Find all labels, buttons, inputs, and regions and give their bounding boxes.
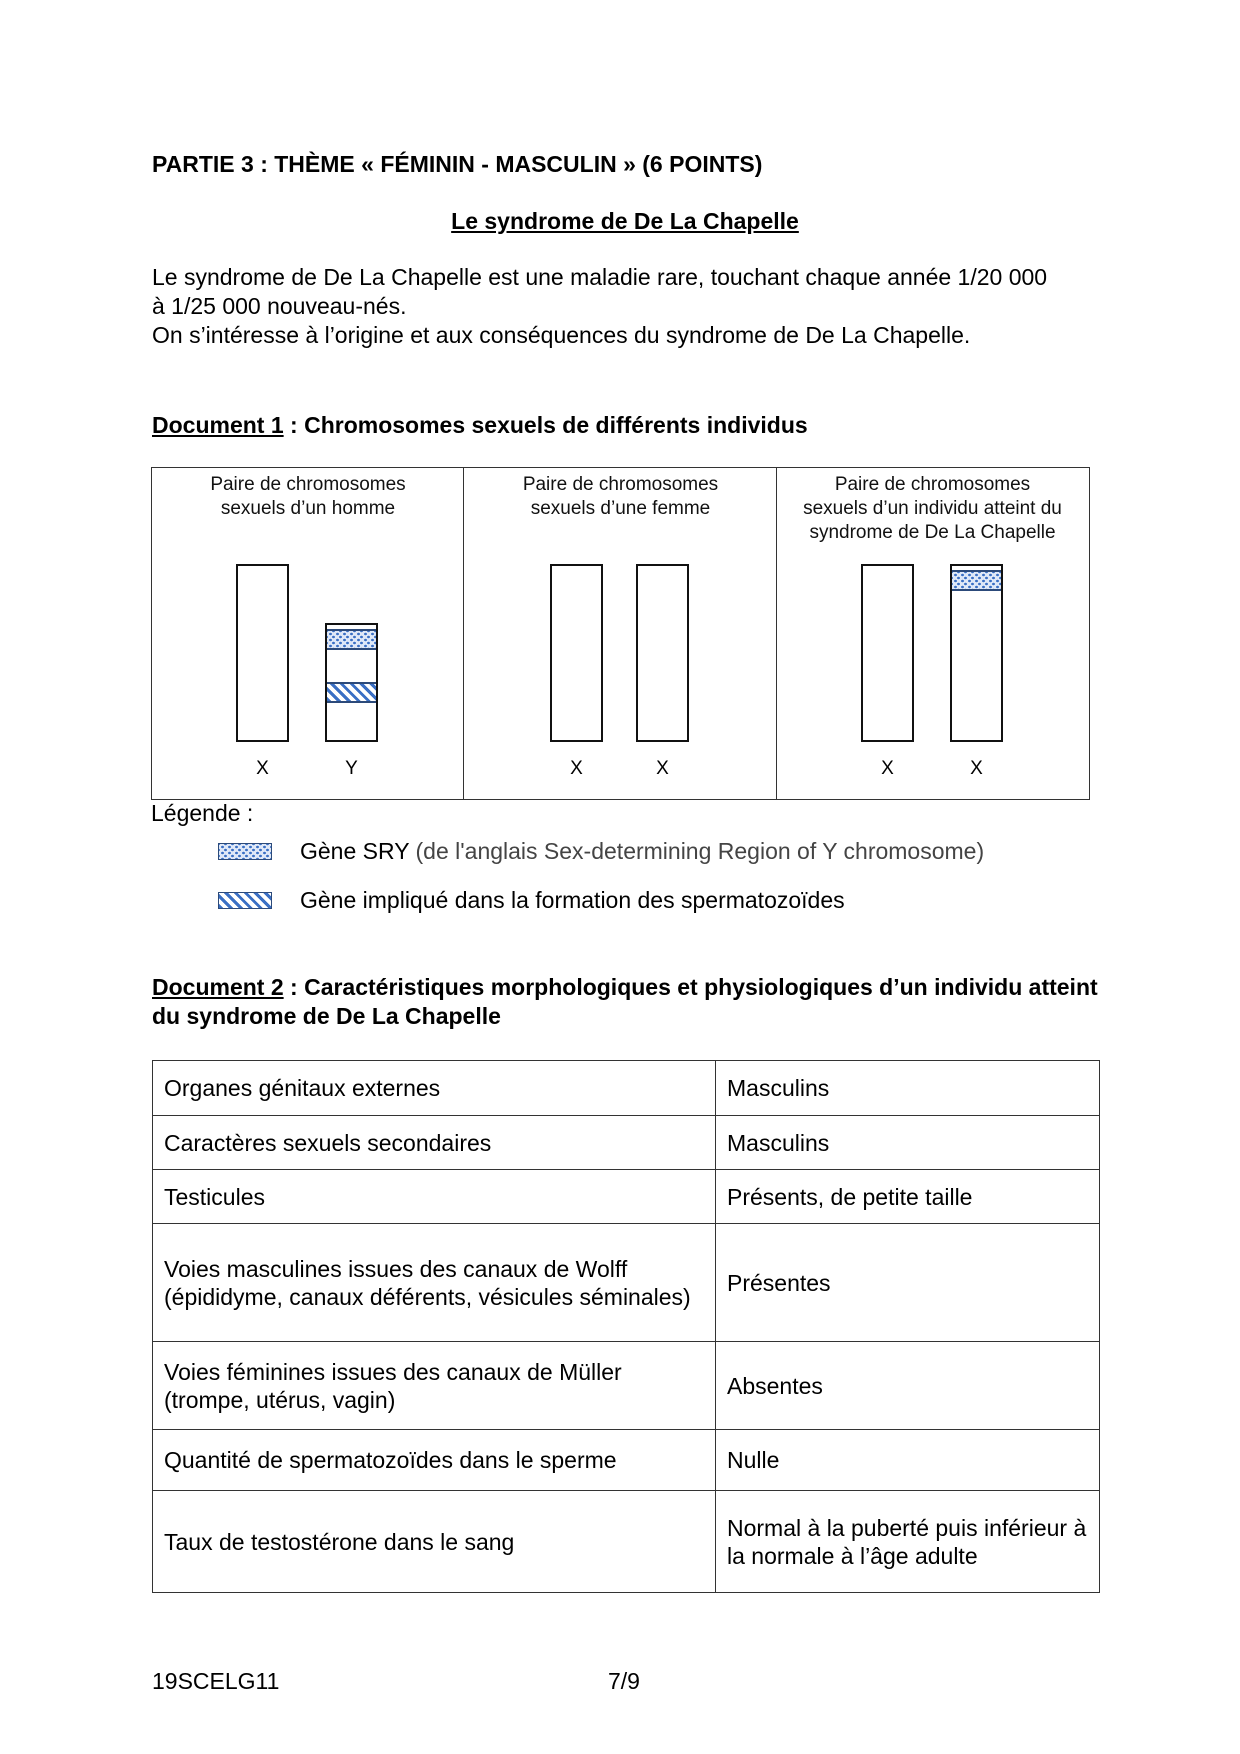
value-cell: Nulle: [716, 1430, 1100, 1491]
document-2-heading: [152, 973, 1112, 1031]
intro-paragraph: [152, 263, 1132, 350]
legend-gene-name: Gène SRY: [300, 837, 410, 864]
caption-line: syndrome de De La Chapelle: [809, 522, 1056, 543]
panel-man: [152, 468, 464, 799]
table-row: [153, 1491, 1100, 1593]
panel-de-la-chapelle: [776, 468, 1088, 799]
feature-cell: Voies masculines issues des canaux de Wolff (épididyme, canaux déférents, vésicules séminales): [153, 1224, 716, 1342]
value-cell: Absentes: [716, 1342, 1100, 1430]
table-row: [153, 1170, 1100, 1224]
characteristics-table: [152, 1060, 1100, 1593]
chromosome-label: Y: [345, 758, 358, 779]
feature-cell: Taux de testostérone dans le sang: [153, 1491, 716, 1593]
chromosome-label: X: [970, 758, 983, 779]
table-row: [153, 1224, 1100, 1342]
caption-line: sexuels d’un homme: [220, 498, 396, 519]
panel-woman: [463, 468, 777, 799]
panel-caption: [777, 473, 1088, 545]
feature-cell: Testicules: [153, 1170, 716, 1224]
chromosome-x: [861, 564, 914, 742]
caption-line: sexuels d’un individu atteint du: [803, 498, 1062, 519]
chromosome-label: X: [881, 758, 894, 779]
chromosome-label: X: [256, 758, 269, 779]
caption-line: Paire de chromosomes: [522, 474, 719, 495]
legend-item-spermatogenesis: [218, 888, 845, 912]
legend-title: Légende :: [151, 800, 254, 826]
chromosome-label: X: [656, 758, 669, 779]
exam-code: 19SCELG11: [152, 1668, 280, 1694]
document-2-title: : Caractéristiques morphologiques et physiologiques d’un individu atteint du syndrome de De La Chapelle: [152, 974, 1098, 1029]
caption-line: Paire de chromosomes: [834, 474, 1031, 495]
legend-gene-detail: (de l'anglais Sex-determining Region of Y chromosome): [409, 837, 985, 864]
value-cell: Masculins: [716, 1116, 1100, 1170]
chromosome-x: [236, 564, 289, 742]
intro-line-1: Le syndrome de De La Chapelle est une maladie rare, touchant chaque année 1/20 000: [152, 264, 1048, 290]
chromosome-figure: [151, 467, 1090, 800]
subtitle-text: Le syndrome de De La Chapelle: [451, 208, 799, 234]
page-subtitle: [0, 208, 1240, 235]
dotted-pattern-icon: [218, 843, 272, 860]
part-title: PARTIE 3 : THÈME « FÉMININ - MASCULIN » (6 POINTS): [152, 151, 763, 177]
document-1-heading: [152, 411, 1112, 440]
spermatogenesis-gene-band: [327, 682, 376, 703]
legend-text: Gène impliqué dans la formation des spermatozoïdes: [300, 886, 845, 913]
chromosome-x: [636, 564, 689, 742]
table-row: [153, 1342, 1100, 1430]
value-cell: Masculins: [716, 1061, 1100, 1116]
caption-line: Paire de chromosomes: [210, 474, 406, 495]
table-row: [153, 1116, 1100, 1170]
sry-gene-band: [952, 570, 1001, 591]
document-2-label: Document 2: [152, 974, 284, 1000]
feature-cell: Voies féminines issues des canaux de Müller (trompe, utérus, vagin): [153, 1342, 716, 1430]
intro-line-3: On s’intéresse à l’origine et aux conséquences du syndrome de De La Chapelle.: [152, 322, 971, 348]
document-1-label: Document 1: [152, 412, 284, 438]
panel-caption: [464, 473, 777, 521]
legend-item-sry: [218, 839, 984, 863]
chromosome-y: [325, 623, 378, 742]
chromosome-x: [550, 564, 603, 742]
caption-line: sexuels d’une femme: [530, 498, 711, 519]
sry-gene-band: [327, 629, 376, 650]
page-number: 7/9: [608, 1668, 640, 1694]
chromosome-x-with-sry: [950, 564, 1003, 742]
legend-text: [300, 838, 984, 865]
document-1-title: : Chromosomes sexuels de différents individus: [283, 412, 808, 438]
value-cell: Présents, de petite taille: [716, 1170, 1100, 1224]
panel-caption: [152, 473, 464, 521]
feature-cell: Quantité de spermatozoïdes dans le sperme: [153, 1430, 716, 1491]
table-row: [153, 1430, 1100, 1491]
chromosome-label: X: [570, 758, 583, 779]
feature-cell: Organes génitaux externes: [153, 1061, 716, 1116]
value-cell: Normal à la puberté puis inférieur à la normale à l’âge adulte: [716, 1491, 1100, 1593]
hatched-pattern-icon: [218, 892, 272, 909]
intro-line-2: à 1/25 000 nouveau-nés.: [152, 293, 407, 319]
table-row: [153, 1061, 1100, 1116]
value-cell: Présentes: [716, 1224, 1100, 1342]
feature-cell: Caractères sexuels secondaires: [153, 1116, 716, 1170]
